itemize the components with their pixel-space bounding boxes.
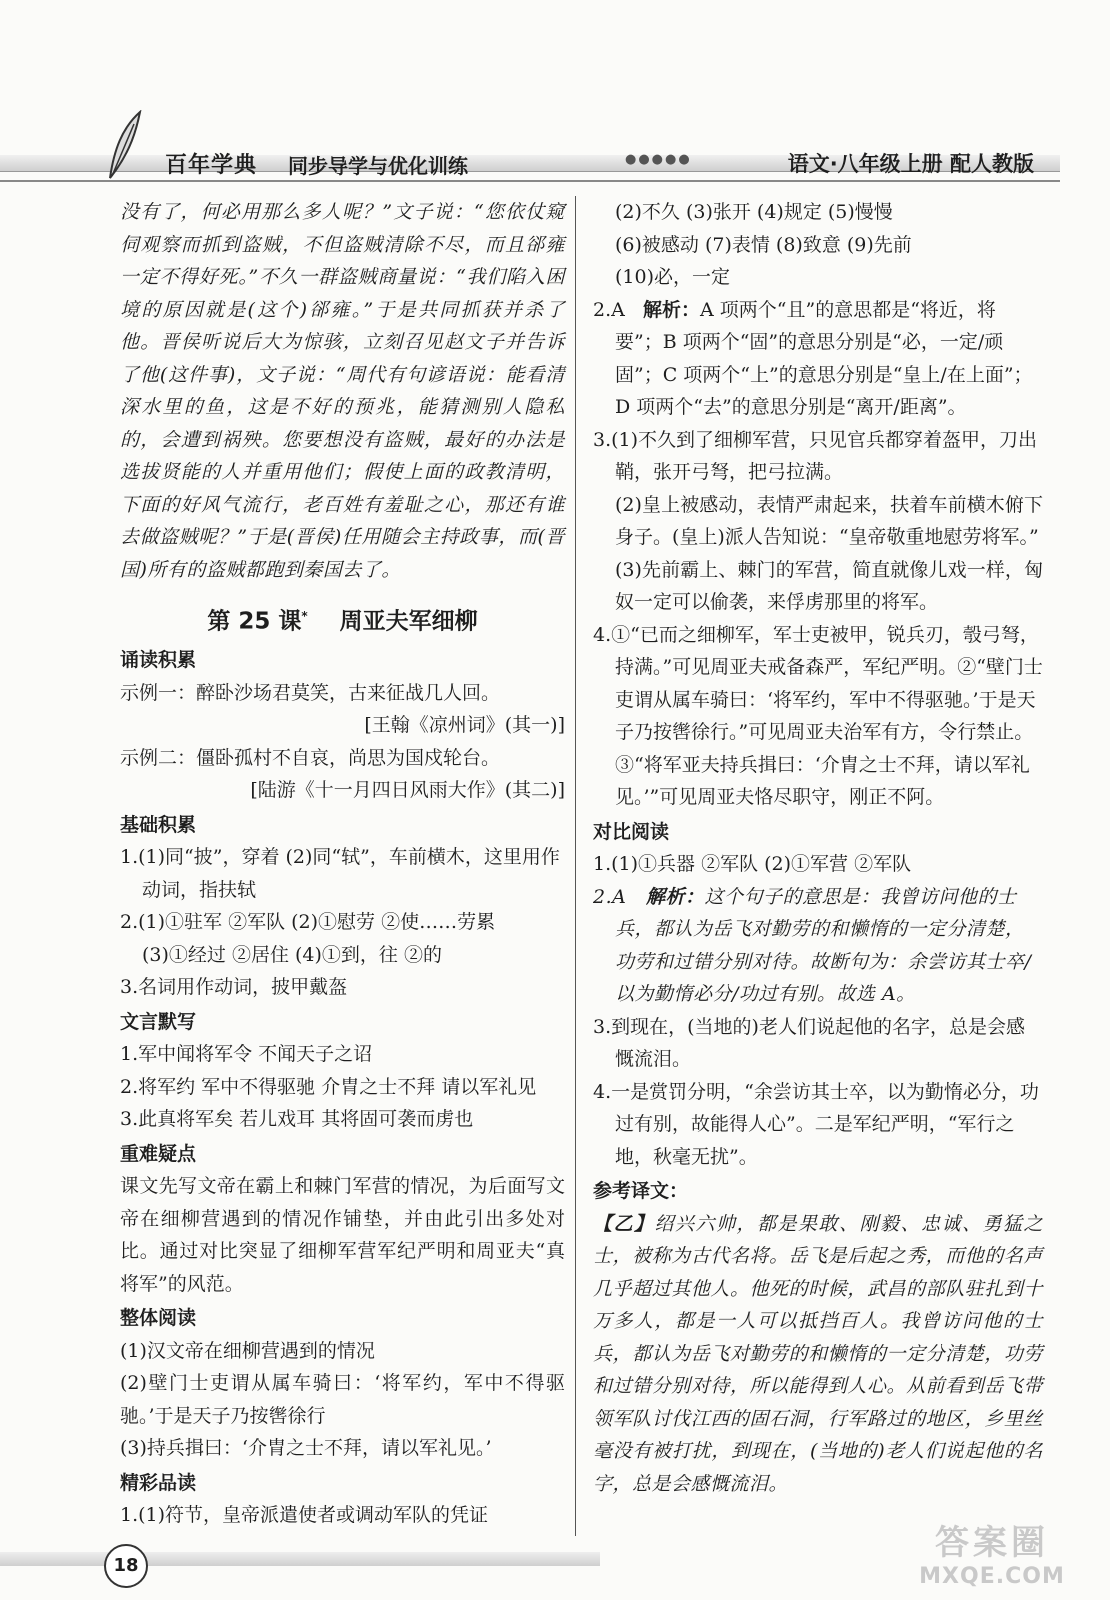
footer-band <box>0 1552 600 1566</box>
answer-item: (2)壁门士吏谓从属车骑曰：‘将军约，军中不得驱驰。’于是天子乃按辔徐行 <box>120 1372 565 1427</box>
answer-number: 2.A <box>593 885 627 908</box>
translation-tag: 【乙】 <box>593 1212 655 1235</box>
analysis-text: 这个句子的意思是：我曾访问他的士兵，都认为岳飞对勤劳的和懒惰的一定分清楚，功劳和过错分别对待。故断句为：余尝访其士卒/以为勤惰必分/功过有别。故选 A。 <box>615 885 1032 1005</box>
left-column <box>120 196 565 1532</box>
answer-item <box>593 294 1043 424</box>
example-source: [陆游《十一月四日风雨大作》(其二)] <box>250 779 565 802</box>
section-heading: 重难疑点 <box>120 1142 197 1165</box>
answer-item: 2.将军约 军中不得驱驰 介胄之士不拜 请以军礼见 <box>120 1075 537 1098</box>
section-heading: 参考译文： <box>593 1180 689 1202</box>
reference-translation <box>593 1208 1043 1501</box>
translation-text: 绍兴六帅，都是果敢、刚毅、忠诚、勇猛之士，被称为古代名将。岳飞是后起之秀，而他的名声几乎超过其他人。他死的时候，武昌的部队驻扎到十万多人，都是一人可以抵挡百人。我曾访问他的士兵，都认为岳飞对勤劳的和懒惰的一定分清楚，功劳和过错分别对待，所以能得到人心。从前看到岳飞带领军队讨伐江西的固石洞，行军路过的地区，乡里丝毫没有被打扰，到现在，(当地的)老人们说起他的名字，总是会感慨流泪。 <box>593 1212 1043 1495</box>
page-header <box>0 100 1110 190</box>
quill-logo-icon <box>100 110 146 180</box>
section-heading: 文言默写 <box>120 1010 197 1033</box>
answer-item: (2)不久 (3)张开 (4)规定 (5)慢慢 <box>615 201 893 223</box>
answer-item: 3.到现在，(当地的)老人们说起他的名字，总是会感慨流泪。 <box>593 1015 1025 1070</box>
lesson-number: 第 25 课 <box>207 608 302 635</box>
answer-item: (3)持兵揖曰：‘介胄之士不拜，请以军礼见。’ <box>120 1437 492 1460</box>
example-line: 示例一：醉卧沙场君莫笑，古来征战几人回。 <box>120 681 501 704</box>
answer-item: 4.①“已而之细柳军，军士吏被甲，锐兵刃，彀弓弩，持满。”可见周亚夫戒备森严，军纪严明。②“壁门士吏谓从属车骑曰：‘将军约，军中不得驱驰。’于是天子乃按辔徐行。”可见周亚夫治军有方，令行禁止。③“将军亚夫持兵揖曰：‘介胄之士不拜，请以军礼见。’”可见周亚夫恪尽职守，刚正不阿。 <box>593 623 1043 808</box>
translation-continued: 没有了，何必用那么多人呢？”文子说：“您依仗窥伺观察而抓到盗贼，不但盗贼清除不尽，而且郤雍一定不得好死。”不久一群盗贼商量说：“我们陷入困境的原因就是(这个)郤雍。”于是共同抓获并杀了他。晋侯听说后大为惊骇，立刻召见赵文子并告诉了他(这件事)，文子说：“周代有句谚语说：能看清深水里的鱼，这是不好的预兆，能猜测别人隐私的，会遭到祸殃。您要想没有盗贼，最好的办法是选拔贤能的人并重用他们；假使上面的政教清明，下面的好风气流行，老百姓有羞耻之心，那还有谁去做盗贼呢？”于是(晋侯)任用随会主持政事，而(晋国)所有的盗贼都跑到秦国去了。 <box>120 201 565 581</box>
answer-item <box>593 881 1043 1011</box>
analysis-label: 解析： <box>645 885 705 908</box>
page-number: 18 <box>104 1544 148 1588</box>
section-heading: 整体阅读 <box>120 1307 197 1330</box>
example-source: [王翰《凉州词》(其一)] <box>364 714 565 737</box>
answer-item: 3.(1)不久到了细柳军营，只见官兵都穿着盔甲，刀出鞘，张开弓弩，把弓拉满。 <box>593 428 1038 483</box>
subject-label: 语文·八年级上册 配人教版 <box>787 152 1034 176</box>
answer-item: (10)必，一定 <box>615 266 731 288</box>
brand-subtitle: 同步导学与优化训练 <box>288 154 468 178</box>
watermark <box>892 1515 1092 1593</box>
lesson-mark: * <box>301 609 308 623</box>
answer-number: 2.A <box>593 298 625 321</box>
header-rule <box>0 180 1060 182</box>
section-heading: 基础积累 <box>120 813 197 836</box>
section-heading: 对比阅读 <box>593 820 670 843</box>
lesson-name: 周亚夫军细柳 <box>339 608 478 635</box>
watermark-line: 答案圈 <box>935 1523 1049 1563</box>
answer-item: 2.(1)①驻军 ②军队 (2)①慰劳 ②使……劳累 <box>120 911 496 934</box>
answer-item: (1)汉文帝在细柳营遇到的情况 <box>120 1339 375 1362</box>
lesson-title <box>120 600 565 638</box>
column-divider <box>575 196 576 1536</box>
section-heading: 精彩品读 <box>120 1471 197 1494</box>
answer-item: (3)①经过 ②居住 (4)①到，往 ②的 <box>142 943 442 966</box>
key-point-text: 课文先写文帝在霸上和棘门军营的情况，为后面写文帝在细柳营遇到的情况作铺垫，并由此引出多处对比。通过对比突显了细柳军营军纪严明和周亚夫“真将军”的风范。 <box>120 1175 565 1295</box>
section-heading: 诵读积累 <box>120 649 197 672</box>
answer-item: 3.名词用作动词，披甲戴盔 <box>120 976 348 999</box>
answer-item: (6)被感动 (7)表情 (8)致意 (9)先前 <box>615 233 912 256</box>
watermark-url: MXQE.COM <box>919 1564 1065 1589</box>
answer-item: (3)先前霸上、棘门的军营，简直就像儿戏一样，匈奴一定可以偷袭，来俘虏那里的将军。 <box>615 558 1043 613</box>
right-column <box>593 196 1043 1500</box>
brand-title: 百年学典 <box>165 153 258 178</box>
analysis-label: 解析： <box>642 298 700 321</box>
answer-item: 3.此真将军矣 若儿戏耳 其将固可袭而虏也 <box>120 1108 474 1131</box>
answer-item: 1.(1)同“披”，穿着 (2)同“轼”，车前横木，这里用作动词，指扶轼 <box>120 846 560 901</box>
answer-item: 1.军中闻将军令 不闻天子之诏 <box>120 1043 373 1066</box>
answer-item: 1.(1)①兵器 ②军队 (2)①军营 ②军队 <box>593 853 912 875</box>
answer-item: 1.(1)符节，皇帝派遣使者或调动军队的凭证 <box>120 1504 489 1527</box>
answer-item: 4.一是赏罚分明，“余尝访其士卒，以为勤惰必分，功过有别，故能得人心”。二是军纪严明，“军行之地，秋毫无扰”。 <box>593 1080 1039 1168</box>
analysis-text: A 项两个“且”的意思都是“将近，将要”；B 项两个“固”的意思分别是“必，一定/顽固”；C 项两个“上”的意思分别是“皇上/在上面”；D 项两个“去”的意思分别是“离开/距离”。 <box>615 298 1033 418</box>
header-dots: ●●●●● <box>625 152 692 167</box>
answer-item: (2)皇上被感动，表情严肃起来，扶着车前横木俯下身子。(皇上)派人告知说：“皇帝敬重地慰劳将军。” <box>615 493 1043 548</box>
example-line: 示例二：僵卧孤村不自哀，尚思为国戍轮台。 <box>120 746 501 769</box>
